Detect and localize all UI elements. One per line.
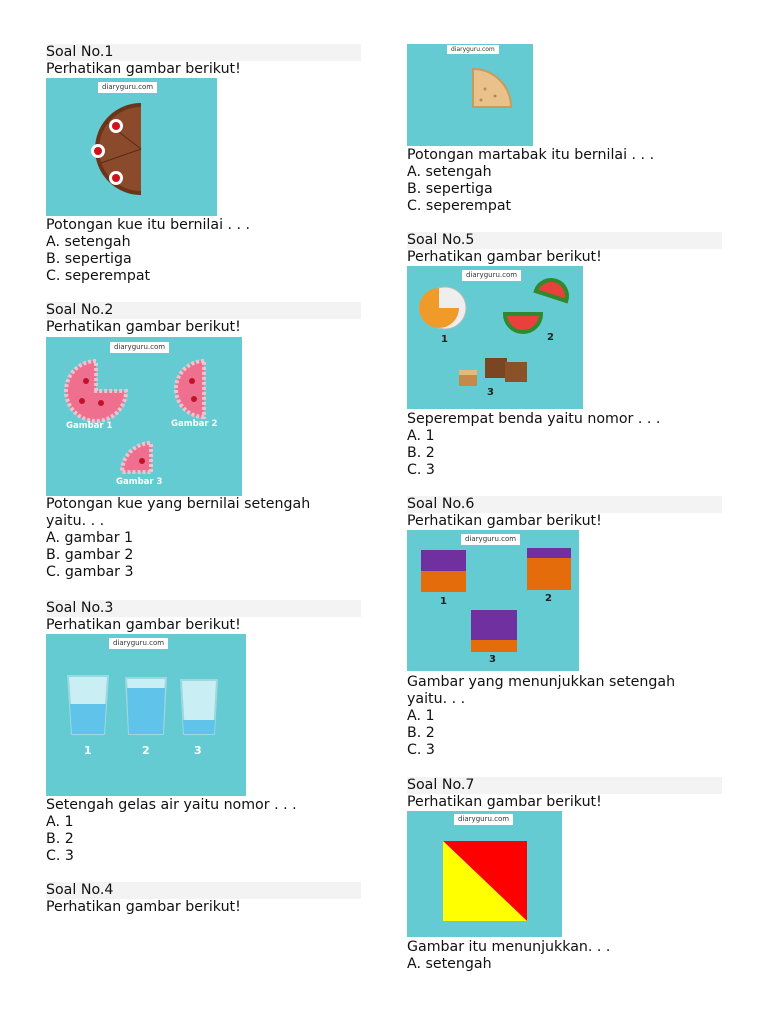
q4-option-c[interactable]: C. seperempat [407,198,512,214]
q5-label-1: 1 [441,334,448,345]
q1-option-a[interactable]: A. setengah [46,234,131,250]
q7-instruction: Perhatikan gambar berikut! [407,794,602,810]
q4-option-b[interactable]: B. sepertiga [407,181,493,197]
q5-logo: diaryguru.com [462,270,521,281]
q2-option-b[interactable]: B. gambar 2 [46,547,134,563]
fruits-cake-icon [407,266,583,409]
q7-square-image [407,811,562,937]
q2-cakes-image [46,337,242,496]
q2-question-line1: Potongan kue yang bernilai setengah [46,496,311,512]
q5-option-a[interactable]: A. 1 [407,428,435,444]
q3-question: Setengah gelas air yaitu nomor . . . [46,797,297,813]
q5-option-b[interactable]: B. 2 [407,445,435,461]
q3-instruction: Perhatikan gambar berikut! [46,617,241,633]
q4-martabak-image [407,44,533,146]
q5-instruction: Perhatikan gambar berikut! [407,249,602,265]
q7-option-a[interactable]: A. setengah [407,956,492,972]
q4-title: Soal No.4 [46,882,114,898]
q6-rectangles-image [407,530,579,671]
q6-rect-3-top [471,610,517,640]
q2-title: Soal No.2 [46,302,114,318]
q6-rect-1-bottom [421,571,466,592]
q4-logo: diaryguru.com [447,45,499,54]
q3-option-c[interactable]: C. 3 [46,848,74,864]
q3-logo: diaryguru.com [109,638,168,649]
q2-label-2: Gambar 2 [171,419,218,429]
q1-question: Potongan kue itu bernilai . . . [46,217,251,233]
q1-option-c[interactable]: C. seperempat [46,268,151,284]
q5-label-2: 2 [547,332,554,343]
q3-title: Soal No.3 [46,600,114,616]
martabak-slice-icon [407,44,533,146]
split-square-icon [407,811,562,937]
q6-question-line1: Gambar yang menunjukkan setengah [407,674,676,690]
q6-option-b[interactable]: B. 2 [407,725,435,741]
q6-rect-1-top [421,550,466,571]
q3-option-b[interactable]: B. 2 [46,831,74,847]
q6-label-3: 3 [489,654,496,665]
q4-question: Potongan martabak itu bernilai . . . [407,147,655,163]
q3-label-1: 1 [84,744,92,757]
q3-option-a[interactable]: A. 1 [46,814,74,830]
q1-cake-image [46,78,217,216]
q6-rect-3-bottom [471,640,517,652]
q6-rect-2-bottom [527,558,571,590]
q3-label-2: 2 [142,744,150,757]
q5-label-3: 3 [487,387,494,398]
q6-instruction: Perhatikan gambar berikut! [407,513,602,529]
q5-objects-image [407,266,583,409]
q5-question: Seperempat benda yaitu nomor . . . [407,411,661,427]
q7-question: Gambar itu menunjukkan. . . [407,939,611,955]
q3-glasses-image [46,634,246,796]
q6-logo: diaryguru.com [461,534,520,545]
water-glasses-icon [46,634,246,796]
q2-logo: diaryguru.com [110,342,169,353]
q2-question-line2: yaitu. . . [46,513,105,529]
q4-instruction: Perhatikan gambar berikut! [46,899,241,915]
q2-option-a[interactable]: A. gambar 1 [46,530,134,546]
q1-logo: diaryguru.com [98,82,157,93]
q6-label-2: 2 [545,593,552,604]
q2-label-1: Gambar 1 [66,421,113,431]
q6-rect-2-top [527,548,571,558]
q2-instruction: Perhatikan gambar berikut! [46,319,241,335]
q1-instruction: Perhatikan gambar berikut! [46,61,241,77]
q3-label-3: 3 [194,744,202,757]
q1-option-b[interactable]: B. sepertiga [46,251,132,267]
q1-title: Soal No.1 [46,44,114,60]
q6-option-a[interactable]: A. 1 [407,708,435,724]
q6-question-line2: yaitu. . . [407,691,466,707]
q4-option-a[interactable]: A. setengah [407,164,492,180]
q2-option-c[interactable]: C. gambar 3 [46,564,134,580]
q2-label-3: Gambar 3 [116,477,163,487]
q6-option-c[interactable]: C. 3 [407,742,435,758]
q7-title: Soal No.7 [407,777,475,793]
q7-logo: diaryguru.com [454,814,513,825]
q5-title: Soal No.5 [407,232,475,248]
q6-title: Soal No.6 [407,496,475,512]
half-cake-icon [46,78,217,216]
q5-option-c[interactable]: C. 3 [407,462,435,478]
pink-cakes-icon [46,337,242,496]
q6-label-1: 1 [440,596,447,607]
